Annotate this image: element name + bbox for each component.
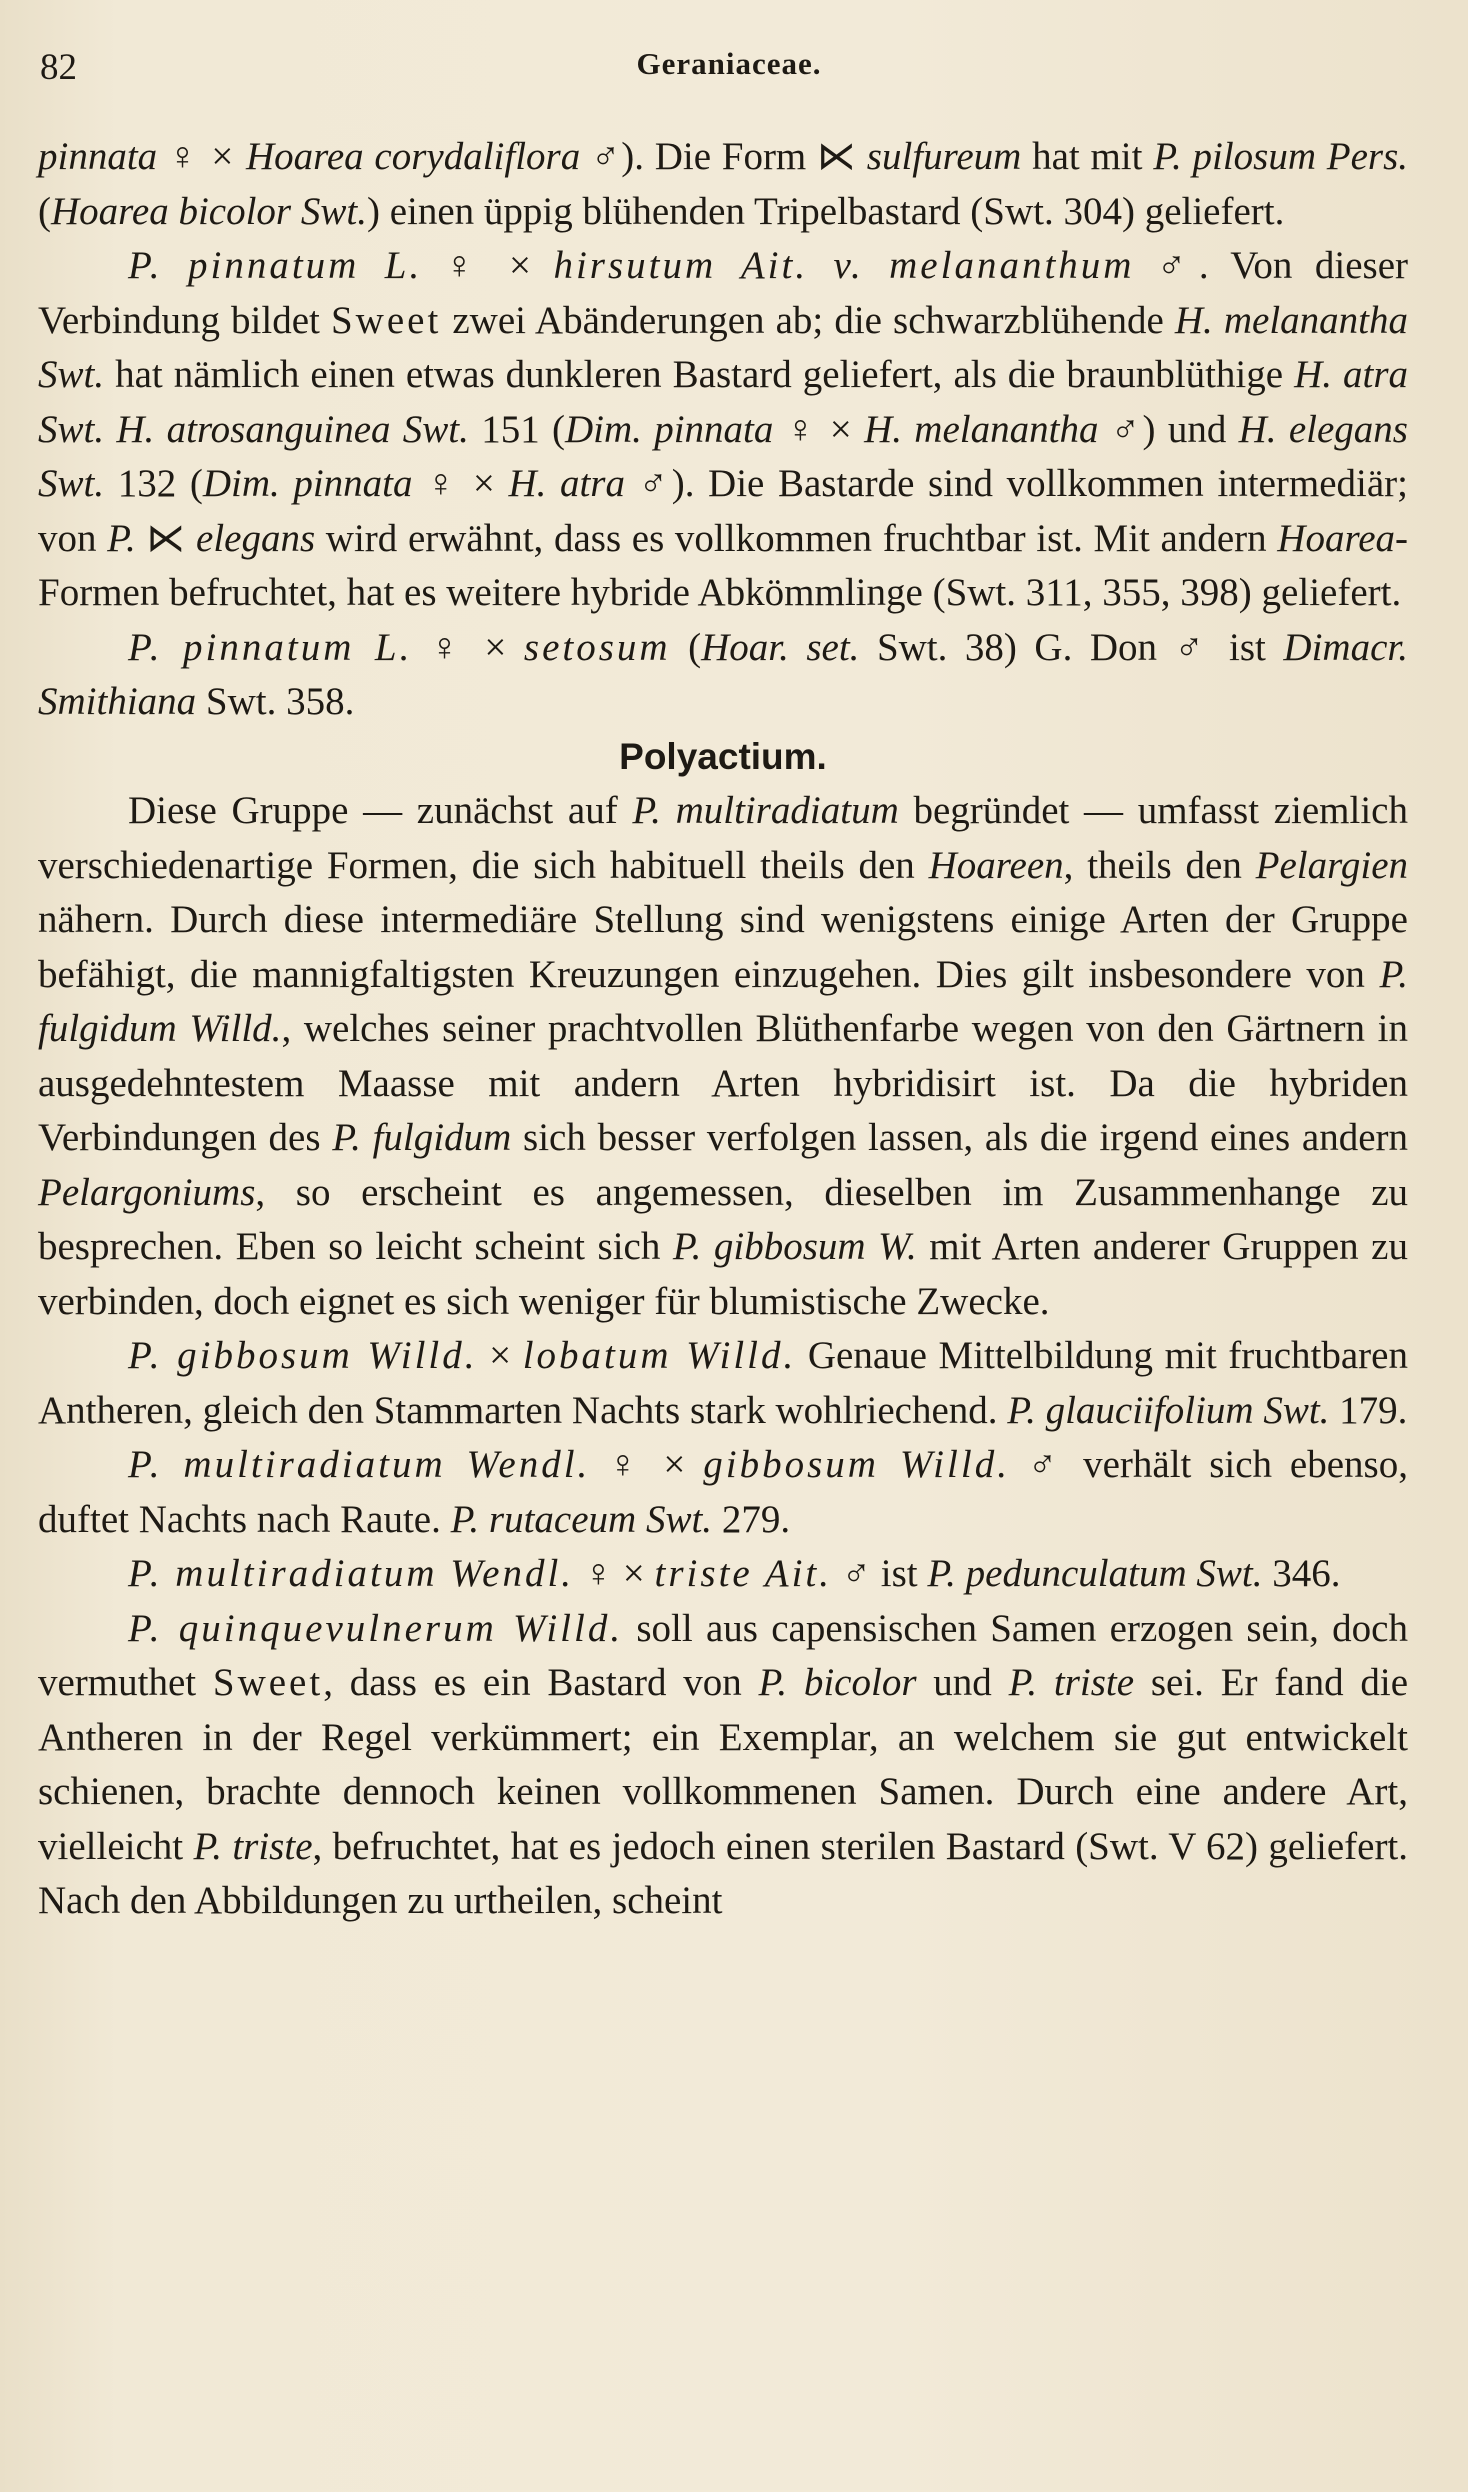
paragraph-5: P. gibbosum Willd. × lobatum Willd. Genaue Mittelbildung mit fruchtbaren Antheren, gleich den Stammarten Nachts stark wohlriechend. P. glauciifolium Swt. 179. [38, 1334, 1408, 1432]
paragraph-3: P. pinnatum L. ♀ × setosum (Hoar. set. Swt. 38) G. Don ♂ ist Dimacr. Smithiana Swt. 358. [38, 625, 1408, 723]
italic-run: P. multiradiatum [632, 789, 899, 832]
body-text [38, 130, 1408, 1929]
italic-run: H. melanantha Swt. [38, 298, 1409, 396]
italic-run: Pelargien [1255, 843, 1408, 887]
paragraph-7: P. multiradiatum Wendl. ♀ × triste Ait. ♂ ist P. pedunculatum Swt. 346. [128, 1552, 1341, 1595]
italic-run: Hoarea [1277, 516, 1396, 560]
italic-run: Dim. pinnata [202, 462, 413, 505]
italic-run: P. multiradiatum Wendl. [128, 1443, 591, 1486]
page-number: 82 [40, 47, 77, 88]
italic-run: Dimacr. Smithiana [38, 625, 1408, 723]
italic-run: P. fulgidum [332, 1116, 512, 1159]
section-heading: Polyactium. [619, 735, 827, 777]
italic-run: H. elegans Swt. [38, 407, 1408, 505]
italic-run: pinnata ♀ × Hoarea corydaliflora ♂ [38, 135, 622, 178]
italic-run: H. atra [508, 462, 625, 505]
running-head: Geraniaceae. [636, 46, 822, 81]
italic-run: gibbosum Willd. [703, 1443, 1010, 1486]
italic-run: H. atra Swt. H. atrosanguinea Swt. [38, 353, 1408, 451]
italic-run: Pelargoniums [38, 1170, 256, 1214]
italic-run: P. rutaceum Swt. [450, 1497, 713, 1541]
italic-run: sulfureum [866, 135, 1022, 178]
italic-run: P. multiradiatum Wendl. [128, 1552, 575, 1595]
paragraph-6: P. multiradiatum Wendl. ♀ × gibbosum Willd. ♂ verhält sich ebenso, duftet Nachts nach Raute. P. rutaceum Swt. 279. [38, 1443, 1408, 1541]
paragraph-8: P. quinquevulnerum Willd. soll aus capensischen Samen erzogen sein, doch vermuthet Sweet, dass es ein Bastard von P. bicolor und P. triste sei. Er fand die Antheren in der Regel verkümmert; ein Exemplar, an welchem sie gut entwickelt schienen, brachte dennoch keinen vollkommenen Samen. Durch eine andere Art, vielleicht P. triste, befruchtet, hat es jedoch einen sterilen Bastard (Swt. V 62) geliefert. Nach den Abbildungen zu urtheilen, scheint [38, 1606, 1409, 1922]
italic-run: P. pinnatum L. [128, 625, 413, 669]
spaced-run: Sweet [212, 1661, 324, 1704]
italic-run: P. quinquevulnerum Willd. [128, 1606, 624, 1650]
italic-run: hirsutum Ait. v. melananthum [553, 244, 1135, 287]
paragraph-4: Diese Gruppe — zunächst auf P. multiradiatum begründet — umfasst ziemlich verschiedenartige Formen, die sich habituell theils den Hoareen, theils den Pelargien nähern. Durch diese intermediäre Stellung sind wenigstens einige Arten der Gruppe befähigt, die mannigfaltigsten Kreuzungen einzugehen. Dies gilt insbesondere von P. fulgidum Willd., welches seiner prachtvollen Blüthenfarbe wegen von den Gärtnern in ausgedehntestem Maasse mit andern Arten hybridisirt ist. Da die hybriden Verbindungen des P. fulgidum sich besser verfolgen lassen, als die irgend eines andern Pelargoniums, so erscheint es angemessen, dieselben im Zusammenhange zu besprechen. Eben so leicht scheint sich P. gibbosum W. mit Arten anderer Gruppen zu verbinden, doch eignet es sich weniger für blumistische Zwecke. [38, 789, 1409, 1323]
italic-run: Dim. pinnata [565, 407, 774, 451]
italic-run: Hoarea bicolor Swt. [51, 189, 367, 233]
spaced-run: Sweet [330, 298, 442, 342]
italic-run: elegans [196, 516, 316, 560]
page-header [40, 42, 1418, 92]
italic-run: triste Ait. [654, 1552, 833, 1595]
italic-run: P. pinnatum L. [128, 244, 423, 287]
italic-run: P. [107, 516, 136, 560]
italic-run: P. triste [1008, 1661, 1135, 1704]
italic-run: P. pilosum Pers. [1153, 135, 1409, 178]
italic-run: P. pedunculatum Swt. [927, 1552, 1263, 1595]
italic-run: P. glauciifolium Swt. [1007, 1388, 1330, 1432]
italic-run: Hoar. set. [701, 625, 860, 669]
paragraph-1: pinnata ♀ × Hoarea corydaliflora ♂). Die Form ⋉ sulfureum hat mit P. pilosum Pers. (Hoarea bicolor Swt.) einen üppig blühenden Tripelbastard (Swt. 304) geliefert. [38, 135, 1409, 233]
italic-run: lobatum Willd. [522, 1334, 797, 1377]
italic-run: P. gibbosum Willd. [128, 1334, 478, 1377]
italic-run: Hoareen [928, 843, 1064, 887]
paragraph-2: P. pinnatum L. ♀ × hirsutum Ait. v. melananthum ♂. Von dieser Verbindung bildet Sweet zwei Abänderungen ab; die schwarzblühende H. melanantha Swt. hat nämlich einen etwas dunkleren Bastard geliefert, als die braunblüthige H. atra Swt. H. atrosanguinea Swt. 151 (Dim. pinnata ♀ × H. melanantha ♂) und H. elegans Swt. 132 (Dim. pinnata ♀ × H. atra ♂). Die Bastarde sind vollkommen intermediär; von P. ⋉ elegans wird erwähnt, dass es vollkommen fruchtbar ist. Mit andern Hoarea-Formen befruchtet, hat es weitere hybride Abkömmlinge (Swt. 311, 355, 398) geliefert. [38, 244, 1409, 614]
italic-run: P. triste [193, 1824, 313, 1868]
italic-run: P. fulgidum Willd. [38, 952, 1408, 1050]
italic-run: setosum [523, 625, 671, 669]
italic-run: P. gibbosum W. [672, 1225, 917, 1268]
italic-run: P. bicolor [758, 1661, 917, 1704]
italic-run: H. melanantha [864, 407, 1099, 451]
